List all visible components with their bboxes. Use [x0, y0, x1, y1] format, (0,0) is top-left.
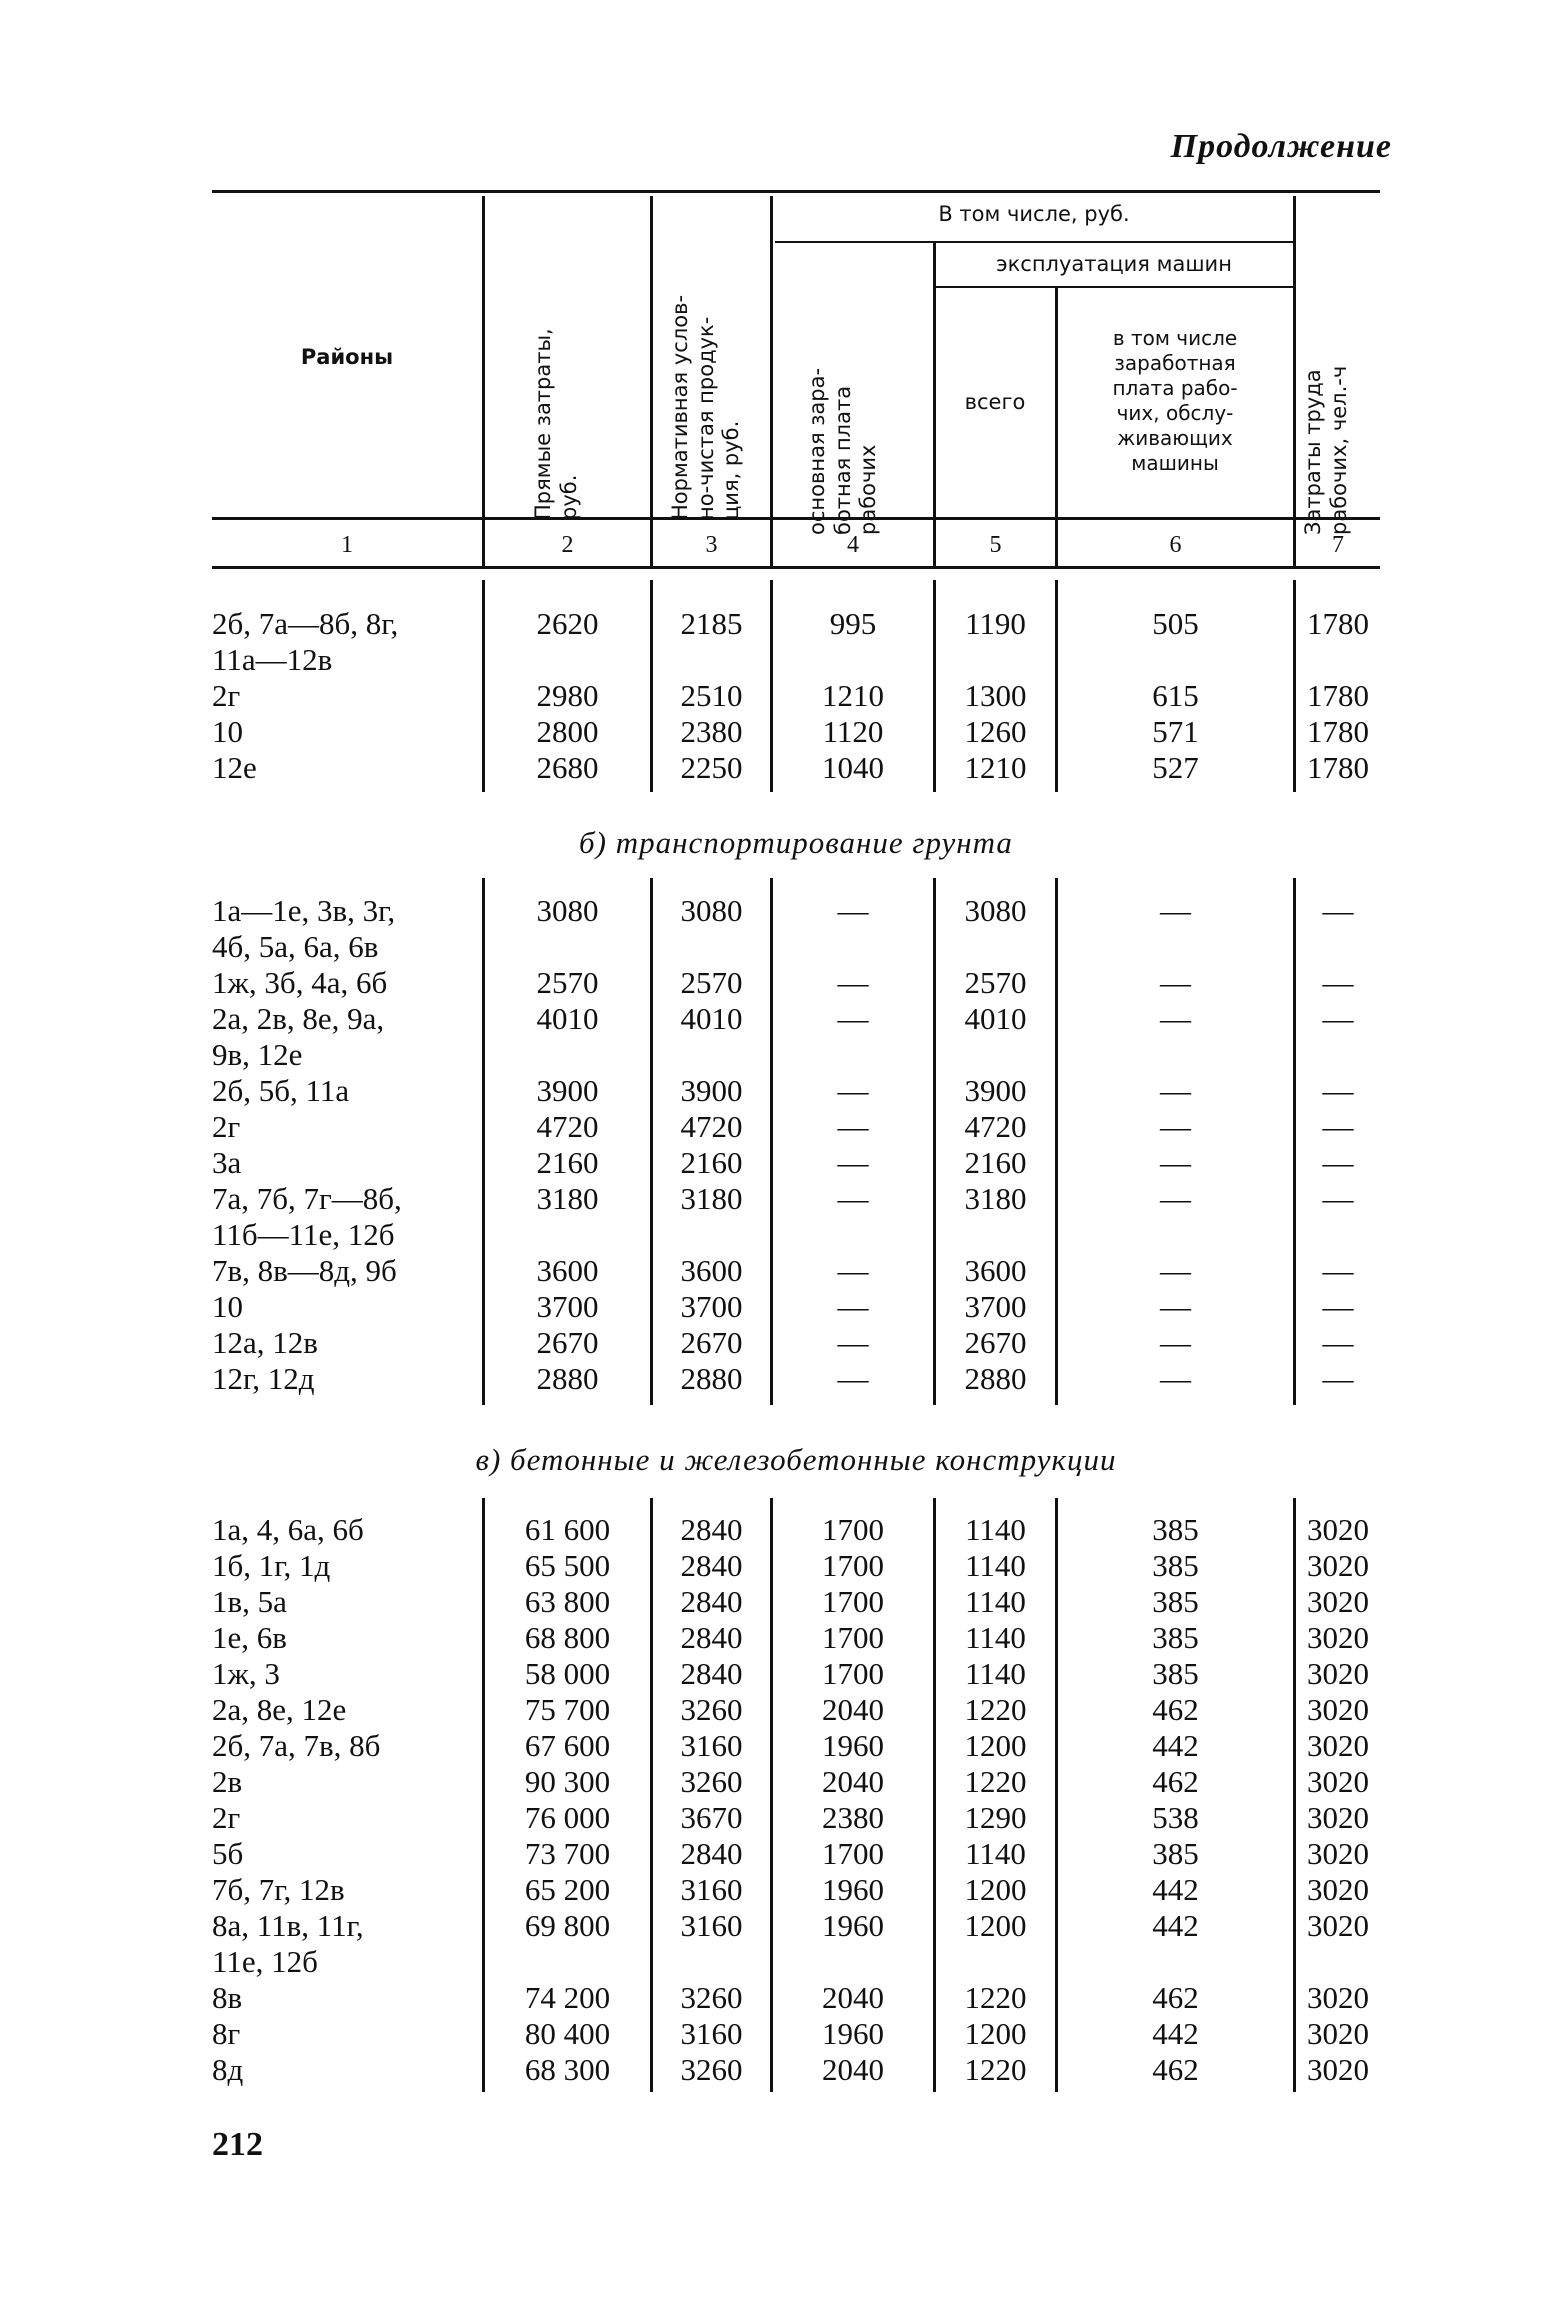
table-cell-c4: 1960 — [822, 1872, 884, 1907]
table-cell-c3: 2840 — [680, 1548, 743, 1583]
table-cell-c7: 1780 — [1307, 678, 1369, 713]
header-total: всего — [964, 390, 1026, 414]
section-a-vline-2 — [650, 580, 653, 792]
section-b-vline-5 — [1055, 878, 1058, 1405]
table-cell-c5: 1200 — [964, 1872, 1027, 1907]
table-cell-c6: — — [1160, 1073, 1191, 1108]
table-cell-c4: 995 — [829, 606, 877, 641]
table-cell-c7: — — [1322, 1181, 1354, 1216]
section-a-vline-6 — [1293, 580, 1296, 792]
table-cell-c7: 3020 — [1307, 1692, 1369, 1727]
header-base-wages: основная зара- ботная плата рабочих — [805, 367, 881, 535]
row-region: 3а — [212, 1145, 242, 1180]
table-cell-c3: 2160 — [680, 1145, 743, 1180]
table-cell-c7: 3020 — [1307, 1656, 1369, 1691]
table-cell-c6: 385 — [1152, 1656, 1199, 1691]
table-cell-c5: 1200 — [964, 1908, 1027, 1943]
row-region: 10 — [212, 714, 243, 749]
header-vline-2 — [650, 196, 653, 566]
table-cell-c7: — — [1322, 1109, 1354, 1144]
table-cell-c5: 3600 — [964, 1253, 1027, 1288]
table-cell-c3: 3600 — [680, 1253, 743, 1288]
table-cell-c3: 3080 — [680, 893, 743, 928]
section-c-vline-4 — [933, 1498, 936, 2092]
table-cell-c5: 1140 — [965, 1512, 1026, 1547]
colnum-4: 4 — [847, 532, 859, 558]
table-cell-c4: 1700 — [822, 1512, 884, 1547]
row-region: 2а, 8е, 12е — [212, 1692, 347, 1727]
table-cell-c7: 3020 — [1307, 1800, 1369, 1835]
table-cell-c4: 1120 — [822, 714, 884, 749]
row-region: 8д — [212, 2052, 244, 2087]
table-cell-c7: — — [1322, 1361, 1354, 1396]
table-cell-c5: 1140 — [965, 1620, 1026, 1655]
table-cell-c7: 3020 — [1307, 1728, 1369, 1763]
table-cell-c7: 3020 — [1307, 2052, 1369, 2087]
table-cell-c5: 1290 — [964, 1800, 1027, 1835]
section-a-vline-1 — [482, 580, 485, 792]
table-cell-c2: 67 600 — [524, 1728, 611, 1763]
row-region: 2в — [212, 1764, 243, 1799]
table-cell-c3: 2880 — [680, 1361, 743, 1396]
table-cell-c3: 4720 — [680, 1109, 743, 1144]
table-cell-c2: 58 000 — [524, 1656, 611, 1691]
table-cell-c3: 3260 — [680, 2052, 743, 2087]
table-cell-c4: — — [837, 1181, 869, 1216]
table-cell-c4: — — [837, 1325, 869, 1360]
row-region: 2б, 7а, 7в, 8б — [212, 1728, 381, 1763]
table-cell-c7: 3020 — [1307, 1980, 1369, 2015]
table-cell-c7: 3020 — [1307, 1872, 1369, 1907]
table-cell-c7: — — [1322, 1073, 1354, 1108]
table-cell-c4: 1700 — [822, 1584, 884, 1619]
table-cell-c3: 3160 — [680, 1872, 743, 1907]
table-cell-c7: — — [1322, 1145, 1354, 1180]
table-cell-c7: — — [1322, 1253, 1354, 1288]
table-cell-c3: 3180 — [680, 1181, 743, 1216]
table-cell-c2: 63 800 — [524, 1584, 611, 1619]
table-cell-c5: 2670 — [964, 1325, 1027, 1360]
row-region: 1в, 5а — [212, 1584, 287, 1619]
table-cell-c2: 69 800 — [524, 1908, 611, 1943]
table-cell-c7: 1780 — [1307, 750, 1369, 785]
table-cell-c2: 3900 — [536, 1073, 599, 1108]
row-region: 2г — [212, 1800, 241, 1835]
table-cell-c3: 2185 — [680, 606, 743, 641]
table-cell-c7: — — [1322, 1325, 1354, 1360]
table-cell-c6: 571 — [1152, 714, 1199, 749]
table-cell-c5: 1190 — [965, 606, 1026, 641]
table-cell-c2: 76 000 — [524, 1800, 611, 1835]
table-cell-c3: 2380 — [680, 714, 743, 749]
table-cell-c3: 2250 — [680, 750, 743, 785]
table-cell-c3: 2840 — [680, 1512, 743, 1547]
row-region: 2б, 7а—8б, 8г, 11а—12в — [212, 606, 399, 677]
table-cell-c3: 3260 — [680, 1980, 743, 2015]
row-region: 1а, 4, 6а, 6б — [212, 1512, 364, 1547]
row-region: 2б, 5б, 11а — [212, 1073, 350, 1108]
section-b-vline-3 — [770, 878, 773, 1405]
table-cell-c2: 2570 — [536, 965, 599, 1000]
header-regions: Районы — [300, 345, 394, 369]
table-cell-c4: 1040 — [822, 750, 884, 785]
table-cell-c6: — — [1160, 965, 1191, 1000]
table-cell-c5: 3080 — [964, 893, 1027, 928]
table-cell-c6: — — [1160, 1001, 1191, 1036]
table-cell-c4: 2040 — [822, 2052, 884, 2087]
colnum-7: 7 — [1332, 532, 1344, 558]
table-cell-c2: 3700 — [536, 1289, 599, 1324]
row-region: 1б, 1г, 1д — [212, 1548, 331, 1583]
table-cell-c3: 3160 — [680, 1908, 743, 1943]
header-bottom-rule — [212, 517, 1380, 520]
section-c-vline-6 — [1293, 1498, 1296, 2092]
row-region: 5б — [212, 1836, 244, 1871]
row-region: 7в, 8в—8д, 9б — [212, 1253, 397, 1288]
table-cell-c5: 4720 — [964, 1109, 1027, 1144]
section-c-vline-5 — [1055, 1498, 1058, 2092]
table-cell-c3: 3670 — [680, 1800, 743, 1835]
table-cell-c6: 385 — [1152, 1584, 1199, 1619]
table-cell-c7: 3020 — [1307, 1548, 1369, 1583]
table-cell-c5: 1200 — [964, 2016, 1027, 2051]
row-region: 1а—1е, 3в, 3г, 4б, 5а, 6а, 6в — [212, 893, 396, 964]
header-labor-costs: Затраты труда рабочих, чел.-ч — [1301, 365, 1351, 535]
table-cell-c2: 2670 — [536, 1325, 599, 1360]
table-cell-c3: 2840 — [680, 1836, 743, 1871]
table-cell-c7: 3020 — [1307, 1836, 1369, 1871]
table-cell-c7: 3020 — [1307, 2016, 1369, 2051]
section-a-vline-3 — [770, 580, 773, 792]
table-cell-c3: 3160 — [680, 1728, 743, 1763]
table-cell-c4: 1700 — [822, 1620, 884, 1655]
table-cell-c3: 2840 — [680, 1656, 743, 1691]
header-vline-5 — [1055, 288, 1058, 566]
table-cell-c6: — — [1160, 1289, 1191, 1324]
table-cell-c2: 3080 — [536, 893, 599, 928]
table-cell-c5: 1300 — [964, 678, 1027, 713]
subheader-rule-machines — [935, 286, 1293, 288]
table-cell-c4: 1960 — [822, 2016, 884, 2051]
section-b-vline-4 — [933, 878, 936, 1405]
row-region: 12а, 12в — [212, 1325, 318, 1360]
table-cell-c3: 2570 — [680, 965, 743, 1000]
table-cell-c4: 1960 — [822, 1728, 884, 1763]
colnum-bottom-rule — [212, 566, 1380, 569]
table-cell-c3: 2670 — [680, 1325, 743, 1360]
table-cell-c4: — — [837, 1253, 869, 1288]
table-cell-c2: 2620 — [536, 606, 599, 641]
table-cell-c6: 538 — [1152, 1800, 1199, 1835]
section-a-vline-4 — [933, 580, 936, 792]
section-c-vline-1 — [482, 1498, 485, 2092]
header-vline-3 — [770, 196, 773, 566]
table-cell-c6: 462 — [1152, 1980, 1199, 2015]
table-cell-c4: 1700 — [822, 1548, 884, 1583]
colnum-5: 5 — [989, 532, 1002, 558]
table-cell-c5: 3180 — [964, 1181, 1027, 1216]
row-region: 1ж, 3б, 4а, 6б — [212, 965, 388, 1000]
section-a-vline-5 — [1055, 580, 1058, 792]
table-cell-c5: 1210 — [964, 750, 1027, 785]
table-cell-c4: — — [837, 893, 869, 928]
section-b-vline-2 — [650, 878, 653, 1405]
table-cell-c3: 3900 — [680, 1073, 743, 1108]
table-cell-c6: 462 — [1152, 1692, 1199, 1727]
table-cell-c6: 505 — [1152, 606, 1199, 641]
header-normative-output: Нормативная услов- но-чистая продук- ция, руб. — [668, 294, 744, 520]
continuation-label: Продолжение — [1170, 128, 1392, 165]
table-cell-c5: 1260 — [964, 714, 1027, 749]
table-cell-c6: — — [1160, 1181, 1191, 1216]
table-cell-c2: 90 300 — [524, 1764, 611, 1799]
table-cell-c2: 2880 — [536, 1361, 599, 1396]
table-cell-c7: 1780 — [1307, 606, 1369, 641]
table-cell-c3: 2840 — [680, 1584, 743, 1619]
table-cell-c2: 3600 — [536, 1253, 599, 1288]
table-cell-c7: 3020 — [1307, 1764, 1369, 1799]
section-b-title: б) транспортирование грунта — [579, 825, 1013, 860]
section-c-vline-3 — [770, 1498, 773, 2092]
colnum-2: 2 — [561, 532, 574, 558]
table-cell-c5: 3900 — [964, 1073, 1027, 1108]
table-cell-c2: 61 600 — [524, 1512, 611, 1547]
table-cell-c5: 1140 — [965, 1548, 1026, 1583]
table-cell-c2: 73 700 — [524, 1836, 611, 1871]
table-cell-c4: 2040 — [822, 1764, 884, 1799]
table-cell-c5: 1220 — [964, 2052, 1027, 2087]
section-c-title: в) бетонные и железобетонные конструкции — [475, 1442, 1117, 1477]
table-cell-c6: — — [1160, 1361, 1191, 1396]
table-cell-c6: 442 — [1152, 1728, 1199, 1763]
table-cell-c2: 80 400 — [524, 2016, 611, 2051]
table-cell-c6: 527 — [1152, 750, 1199, 785]
table-cell-c5: 2570 — [964, 965, 1027, 1000]
table-cell-c4: — — [837, 1109, 869, 1144]
table-cell-c4: 1700 — [822, 1656, 884, 1691]
table-cell-c3: 3700 — [680, 1289, 743, 1324]
table-cell-c6: 615 — [1152, 678, 1199, 713]
table-cell-c2: 74 200 — [524, 1980, 611, 2015]
table-cell-c4: — — [837, 1001, 869, 1036]
table-cell-c3: 3260 — [680, 1692, 743, 1727]
table-cell-c4: 1960 — [822, 1908, 884, 1943]
row-region: 2г — [212, 1109, 241, 1144]
section-b-vline-6 — [1293, 878, 1296, 1405]
table-cell-c2: 68 800 — [524, 1620, 611, 1655]
table-cell-c4: — — [837, 1289, 869, 1324]
table-cell-c5: 1220 — [964, 1692, 1027, 1727]
row-region: 1ж, 3 — [212, 1656, 280, 1691]
table-cell-c2: 2800 — [536, 714, 599, 749]
table-cell-c3: 4010 — [680, 1001, 743, 1036]
table-cell-c6: 385 — [1152, 1620, 1199, 1655]
table-cell-c6: 385 — [1152, 1548, 1199, 1583]
header-including-wages: в том числе заработная плата рабо- чих, обслу- живающих машины — [1112, 326, 1238, 475]
table-cell-c4: 2040 — [822, 1692, 884, 1727]
table-cell-c5: 2160 — [964, 1145, 1027, 1180]
table-cell-c6: — — [1160, 893, 1191, 928]
table-cell-c4: — — [837, 965, 869, 1000]
header-direct-costs: Прямые затраты, руб. — [531, 328, 581, 520]
table-cell-c2: 2160 — [536, 1145, 599, 1180]
table-cell-c2: 68 300 — [524, 2052, 611, 2087]
table-cell-c5: 1220 — [964, 1980, 1027, 2015]
table-cell-c6: — — [1160, 1325, 1191, 1360]
row-region: 12е — [212, 750, 257, 785]
header-vline-6 — [1293, 196, 1296, 566]
section-b-vline-1 — [482, 878, 485, 1405]
table-cell-c4: 1210 — [822, 678, 884, 713]
table-cell-c6: 462 — [1152, 2052, 1199, 2087]
table-cell-c3: 2840 — [680, 1620, 743, 1655]
table-cell-c7: — — [1322, 1001, 1354, 1036]
colnum-6: 6 — [1169, 532, 1182, 558]
row-region: 8г — [212, 2016, 241, 2051]
table-cell-c7: 3020 — [1307, 1620, 1369, 1655]
table-cell-c6: — — [1160, 1109, 1191, 1144]
header-including-group: В том числе, руб. — [938, 202, 1130, 226]
table-cell-c2: 2680 — [536, 750, 599, 785]
table-cell-c2: 2980 — [536, 678, 599, 713]
table-cell-c4: 1700 — [822, 1836, 884, 1871]
table-cell-c2: 65 500 — [524, 1548, 611, 1583]
table-cell-c4: — — [837, 1073, 869, 1108]
table-cell-c6: 385 — [1152, 1836, 1199, 1871]
table-cell-c6: 442 — [1152, 1908, 1199, 1943]
colnum-3: 3 — [705, 532, 718, 558]
table-cell-c3: 3160 — [680, 2016, 743, 2051]
row-region: 2а, 2в, 8е, 9а, 9в, 12е — [212, 1001, 385, 1072]
table-cell-c7: 3020 — [1307, 1908, 1369, 1943]
table-cell-c7: 3020 — [1307, 1584, 1369, 1619]
table-cell-c5: 3700 — [964, 1289, 1027, 1324]
row-region: 1е, 6в — [212, 1620, 287, 1655]
table-cell-c4: — — [837, 1145, 869, 1180]
header-machine-operation: эксплуатация машин — [996, 252, 1232, 276]
table-cell-c6: 442 — [1152, 1872, 1199, 1907]
page-number: 212 — [212, 2126, 263, 2163]
table-cell-c2: 4010 — [536, 1001, 599, 1036]
row-region: 2г — [212, 678, 241, 713]
table-cell-c4: — — [837, 1361, 869, 1396]
row-region: 12г, 12д — [212, 1361, 315, 1396]
table-cell-c5: 4010 — [964, 1001, 1027, 1036]
table-cell-c4: 2040 — [822, 1980, 884, 2015]
table-cell-c7: — — [1322, 1289, 1354, 1324]
row-region: 7а, 7б, 7г—8б, 11б—11е, 12б — [212, 1181, 402, 1252]
row-region: 7б, 7г, 12в — [212, 1872, 345, 1907]
table-cell-c5: 1140 — [965, 1656, 1026, 1691]
row-region: 10 — [212, 1289, 243, 1324]
table-cell-c2: 4720 — [536, 1109, 599, 1144]
table-cell-c3: 3260 — [680, 1764, 743, 1799]
table-cell-c5: 1140 — [965, 1584, 1026, 1619]
table-cell-c5: 1220 — [964, 1764, 1027, 1799]
table-cell-c7: — — [1322, 965, 1354, 1000]
colnum-1: 1 — [341, 532, 353, 558]
table-cell-c7: — — [1322, 893, 1354, 928]
table-cell-c4: 2380 — [822, 1800, 884, 1835]
section-c-vline-2 — [650, 1498, 653, 2092]
table-cell-c3: 2510 — [680, 678, 743, 713]
table-cell-c7: 1780 — [1307, 714, 1369, 749]
row-region: 8а, 11в, 11г, 11е, 12б — [212, 1908, 364, 1979]
table-cell-c7: 3020 — [1307, 1512, 1369, 1547]
table-cell-c2: 3180 — [536, 1181, 599, 1216]
table-cell-c6: 462 — [1152, 1764, 1199, 1799]
table-top-rule — [212, 190, 1380, 193]
table-cell-c2: 65 200 — [524, 1872, 611, 1907]
table-cell-c2: 75 700 — [524, 1692, 611, 1727]
table-cell-c5: 2880 — [964, 1361, 1027, 1396]
table-cell-c6: — — [1160, 1145, 1191, 1180]
table-cell-c5: 1200 — [964, 1728, 1027, 1763]
row-region: 8в — [212, 1980, 243, 2015]
table-cell-c6: — — [1160, 1253, 1191, 1288]
table-cell-c5: 1140 — [965, 1836, 1026, 1871]
table-cell-c6: 442 — [1152, 2016, 1199, 2051]
header-vline-1 — [482, 196, 485, 566]
table-cell-c6: 385 — [1152, 1512, 1199, 1547]
